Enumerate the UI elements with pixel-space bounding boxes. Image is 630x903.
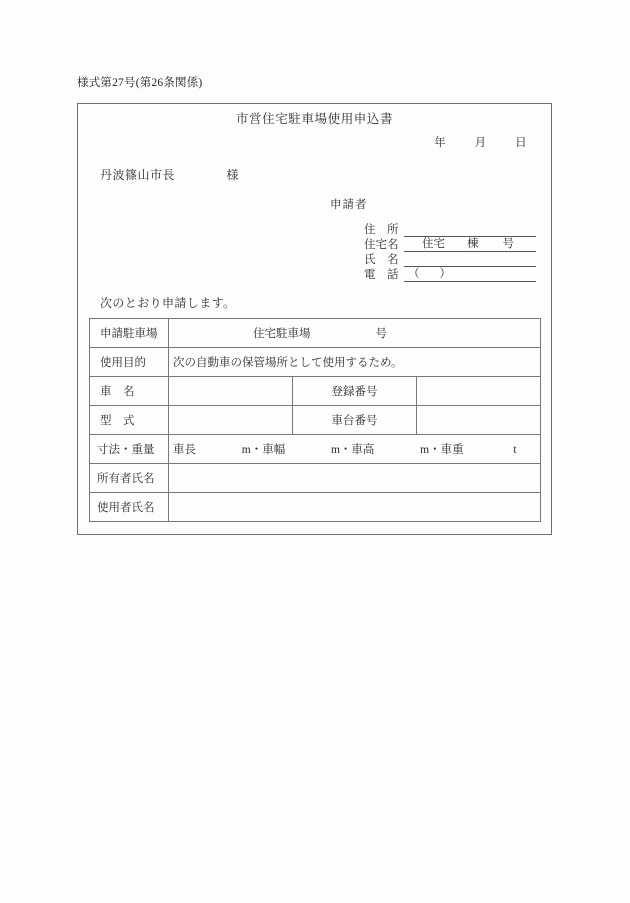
form-frame <box>77 103 552 535</box>
housing-unit-word: 住宅 <box>422 238 445 250</box>
table-row <box>90 348 541 377</box>
addressee-name: 丹波篠山市長 <box>100 168 176 182</box>
row-value-model[interactable] <box>169 406 293 435</box>
row-label-model: 型 式 <box>90 406 169 435</box>
row-label-dimensions: 寸法・重量 <box>90 435 169 464</box>
row-label-parking-lot: 申請駐車場 <box>90 319 169 348</box>
applicant-address-label: 住 所 <box>364 224 399 236</box>
row-label-chassis-number: 車台番号 <box>293 406 417 435</box>
table-row <box>90 435 541 464</box>
row-label-purpose: 使用目的 <box>90 348 169 377</box>
applicant-name-row <box>364 252 536 267</box>
row-value-dimensions[interactable] <box>169 435 541 464</box>
applicant-field-group <box>364 222 536 282</box>
applicant-phone-input[interactable] <box>404 268 536 282</box>
table-row <box>90 464 541 493</box>
addressee-honorific: 様 <box>226 168 240 182</box>
applicant-heading: 申請者 <box>330 199 368 211</box>
dimension-height-label: m・車高 <box>330 444 375 456</box>
row-value-chassis-number[interactable] <box>417 406 541 435</box>
row-value-owner-name[interactable] <box>169 464 541 493</box>
table-row <box>90 493 541 522</box>
applicant-address-row <box>364 222 536 237</box>
parking-lot-text: 住宅駐車場 <box>253 328 311 340</box>
date-line <box>434 134 527 150</box>
phone-paren-close: ） <box>439 268 451 280</box>
row-label-car-name: 車 名 <box>90 377 169 406</box>
housing-building-word: 棟 <box>467 238 479 250</box>
row-label-owner-name: 所有者氏名 <box>90 464 169 493</box>
parking-lot-number-unit: 号 <box>375 328 387 340</box>
table-row <box>90 377 541 406</box>
phone-area-code-space <box>420 268 440 281</box>
date-day-label: 日 <box>515 137 527 149</box>
row-label-registration-number: 登録番号 <box>293 377 417 406</box>
row-value-car-name[interactable] <box>169 377 293 406</box>
applicant-address-input[interactable] <box>404 223 536 237</box>
addressee-line <box>100 166 239 183</box>
applicant-phone-row <box>364 267 536 282</box>
applicant-housing-row <box>364 237 536 252</box>
applicant-housing-input[interactable] <box>404 238 536 252</box>
applicant-name-label: 氏 名 <box>364 254 399 266</box>
intro-line: 次のとおり申請します。 <box>100 296 236 310</box>
dimension-weight-unit: t <box>513 444 517 456</box>
applicant-housing-label: 住宅名 <box>364 239 399 251</box>
row-value-registration-number[interactable] <box>417 377 541 406</box>
form-number: 様式第27号(第26条関係) <box>77 77 203 89</box>
table-row <box>90 319 541 348</box>
dimension-width-label: m・車幅 <box>241 444 286 456</box>
applicant-phone-label: 電 話 <box>364 269 399 281</box>
row-value-parking-lot[interactable] <box>169 319 541 348</box>
phone-paren-open: （ <box>408 268 420 280</box>
application-details-table <box>89 318 541 522</box>
row-label-user-name: 使用者氏名 <box>90 493 169 522</box>
purpose-text: 次の自動車の保管場所として使用するため。 <box>173 357 403 369</box>
dimension-weight-label: m・車重 <box>420 444 464 456</box>
row-value-user-name[interactable] <box>169 493 541 522</box>
date-year-label: 年 <box>434 137 447 149</box>
date-month-label: 月 <box>474 137 487 149</box>
table-row <box>90 406 541 435</box>
page-title: 市営住宅駐車場使用申込書 <box>235 112 394 126</box>
applicant-name-input[interactable] <box>404 253 536 267</box>
row-value-purpose <box>169 348 541 377</box>
dimension-length-label: 車長 <box>173 444 196 456</box>
housing-number-word: 号 <box>502 238 514 250</box>
